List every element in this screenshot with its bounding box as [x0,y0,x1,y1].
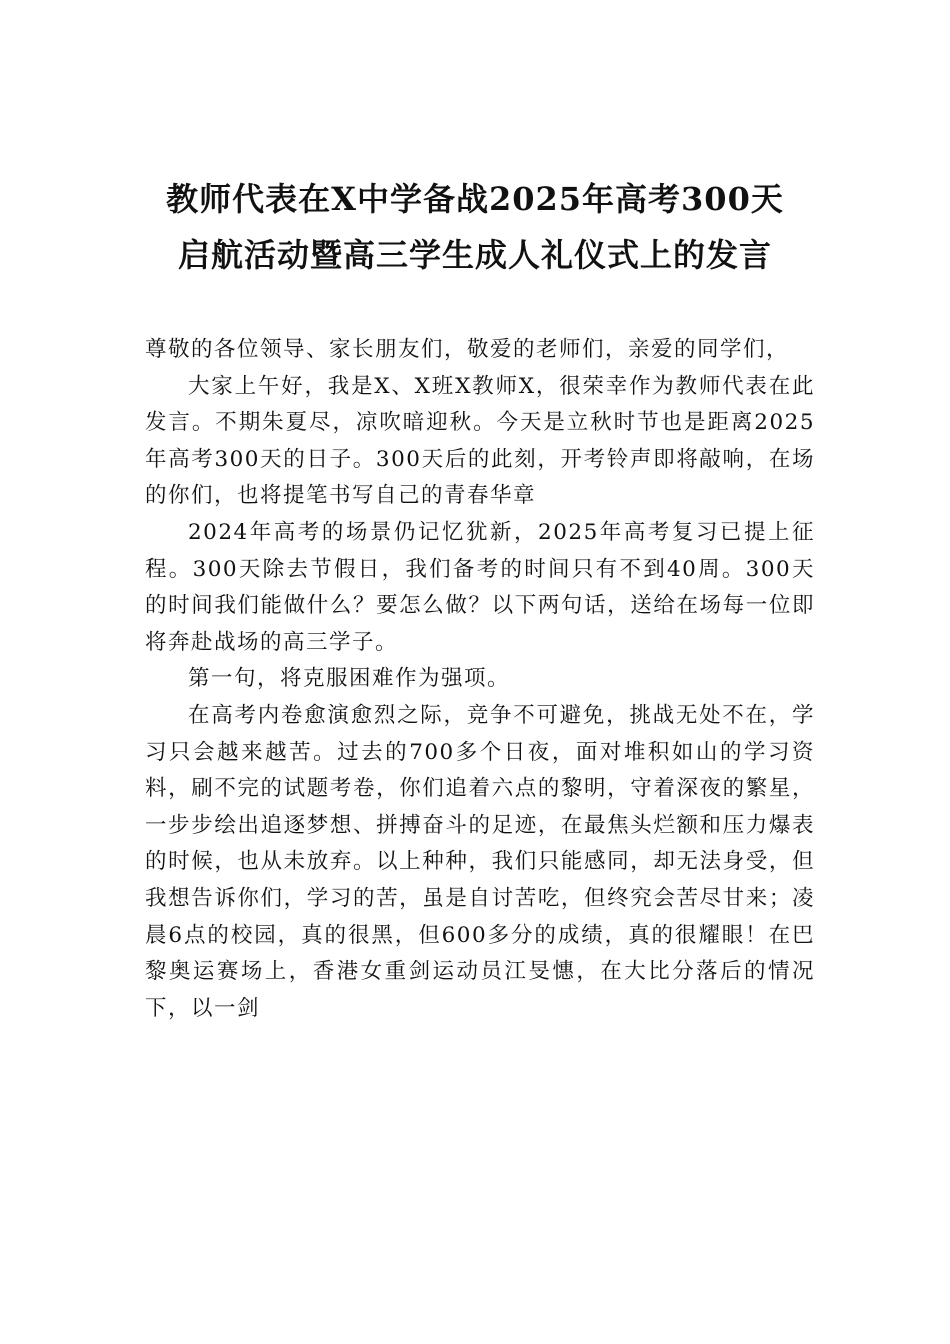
paragraph: 2024年高考的场景仍记忆犹新，2025年高考复习已提上征程。300天除去节假日，我们备考的时间只有不到40周。300天的时间我们能做什么？要怎么做？以下两句话，送给在场每一位即将奔赴战场的高三学子。 [145,519,815,655]
paragraph: 在高考内卷愈演愈烈之际，竞争不可避免，挑战无处不在，学习只会越来越苦。过去的700多个日夜，面对堆积如山的学习资料，刷不完的试题考卷，你们追着六点的黎明，守着深夜的繁星，一步步绘出追逐梦想、拼搏奋斗的足迹，在最焦头烂额和压力爆表的时候，也从未放弃。以上种种，我们只能感同，却无法身受，但我想告诉你们，学习的苦，虽是自讨苦吃，但终究会苦尽甘来；凌晨6点的校园，真的很黑，但600多分的成绩，真的很耀眼！在巴黎奥运赛场上，香港女重剑运动员江旻憓，在大比分落后的情况下，以一剑 [145,702,815,1021]
paragraph: 大家上午好，我是X、X班X教师X，很荣幸作为教师代表在此发言。不期朱夏尽，凉吹暗迎秋。今天是立秋时节也是距离2025年高考300天的日子。300天后的此刻，开考铃声即将敲响，在场的你们，也将提笔书写自己的青春华章 [145,373,815,509]
document-title [140,171,810,283]
document-body [145,332,815,1027]
salutation: 尊敬的各位领导、家长朋友们，敬爱的老师们，亲爱的同学们， [145,337,790,362]
title-line-2: 启航活动暨高三学生成人礼仪式上的发言 [177,236,772,275]
paragraph: 第一句，将克服困难作为强项。 [188,666,511,692]
title-line-1: 教师代表在X中学备战2025年高考300天 [166,180,784,219]
